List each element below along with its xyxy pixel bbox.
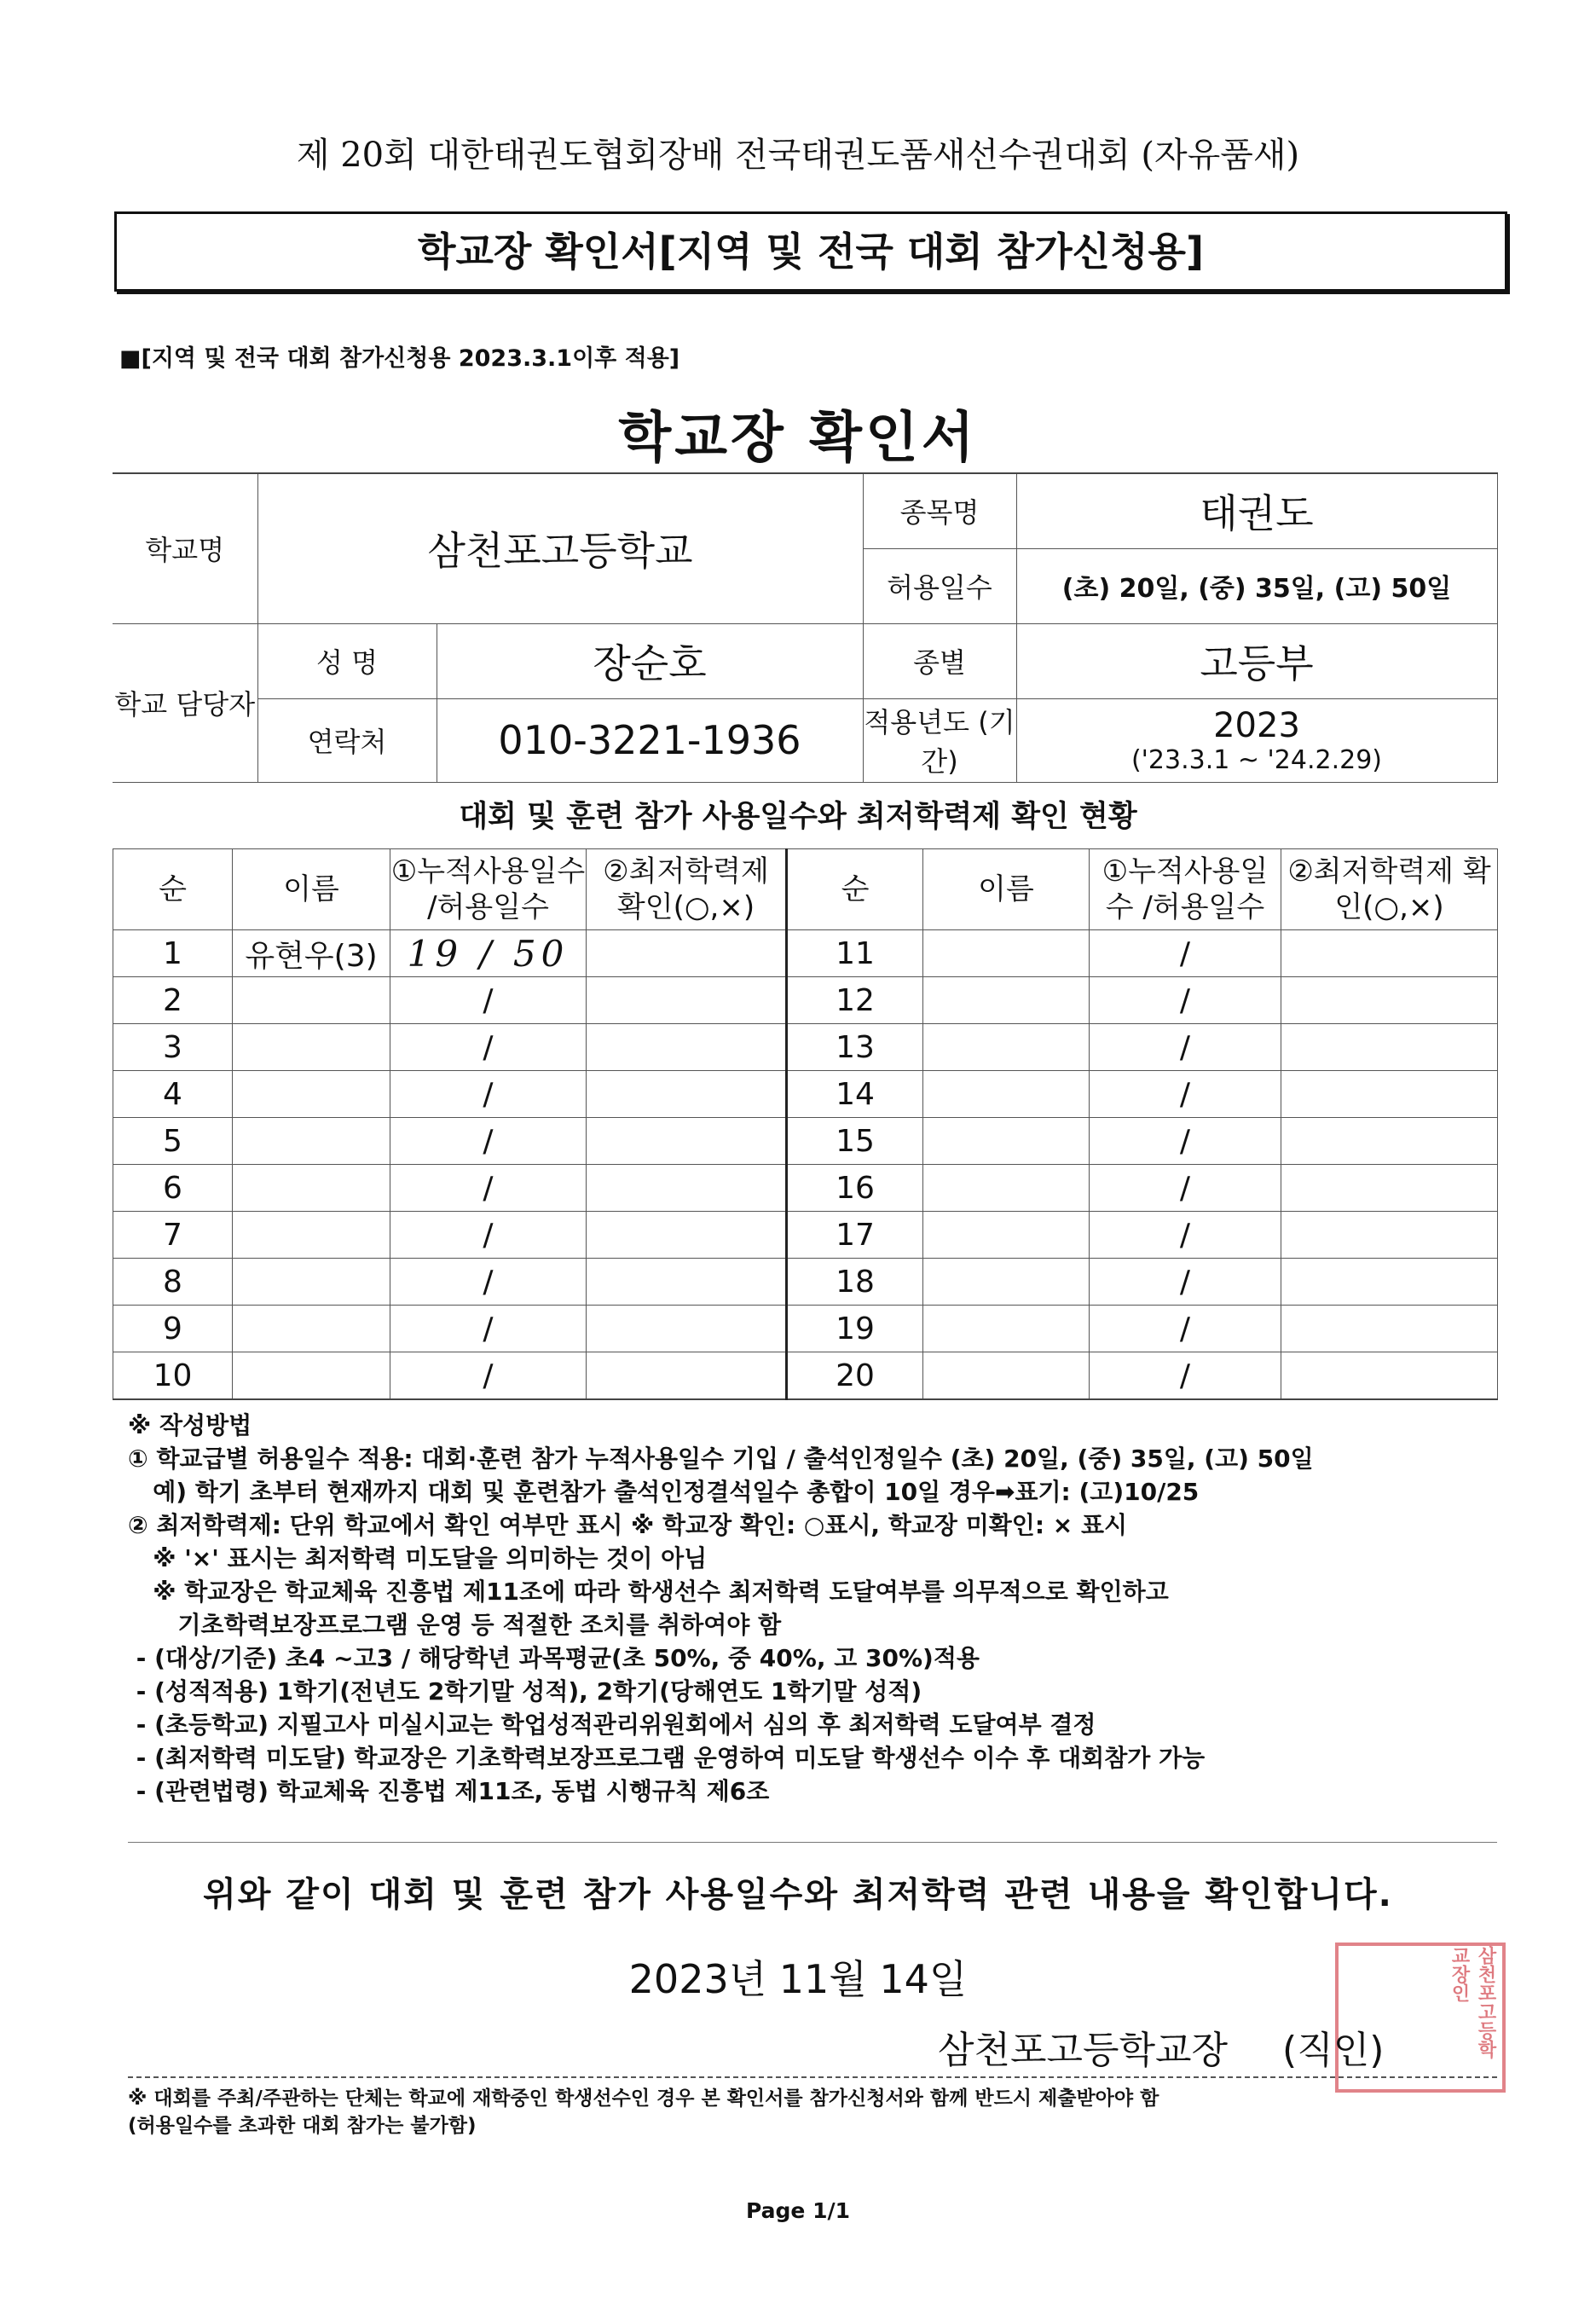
cell-name2 — [923, 1024, 1090, 1071]
method-line: - (대상/기준) 초4 ~고3 / 해당학년 과목평균(초 50%, 중 40%, 고 30%)적용 — [128, 1644, 980, 1672]
method-line: - (최저학력 미도달) 학교장은 기초학력보장프로그램 운영하여 미도달 학생선수 이수 후 대회참가 가능 — [128, 1744, 1206, 1772]
method-line: - (초등학교) 지필고사 미실시교는 학업성적관리위원회에서 심의 후 최저학력 도달여부 결정 — [128, 1711, 1096, 1739]
principal-name: 삼천포고등학교장 — [938, 2029, 1229, 2072]
cell-days: / — [390, 1024, 587, 1071]
table-row — [113, 1212, 1498, 1259]
cell-name — [233, 1071, 390, 1118]
cell-name — [233, 1024, 390, 1071]
cell-check2 — [1281, 1071, 1498, 1118]
name-label: 성 명 — [257, 623, 437, 698]
cell-name2 — [923, 1352, 1090, 1400]
page-number: Page 1/1 — [746, 2198, 850, 2223]
cell-no2: 16 — [787, 1165, 923, 1212]
cell-no2: 14 — [787, 1071, 923, 1118]
header-days-2: ①누적사용일수 /허용일수 — [1090, 849, 1281, 930]
event-value: 태권도 — [1016, 473, 1497, 548]
table-row — [113, 1024, 1498, 1071]
cell-no2: 13 — [787, 1024, 923, 1071]
table-row — [113, 1165, 1498, 1212]
header-days: ①누적사용일수 /허용일수 — [390, 849, 587, 930]
attendance-title: 대회 및 훈련 참가 사용일수와 최저학력제 확인 현황 — [459, 800, 1137, 834]
year-period: ('23.3.1 ~ '24.2.29) — [1130, 744, 1383, 775]
cell-name2 — [923, 977, 1090, 1024]
cell-name — [233, 977, 390, 1024]
cell-days2: / — [1090, 1212, 1281, 1259]
cell-name — [233, 1306, 390, 1352]
cell-no2: 11 — [787, 930, 923, 977]
cell-days2: / — [1090, 977, 1281, 1024]
cell-no: 5 — [113, 1118, 233, 1165]
cell-days: / — [390, 977, 587, 1024]
cell-check — [587, 1306, 787, 1352]
cell-days: / — [390, 1352, 587, 1400]
cell-name2 — [923, 1259, 1090, 1306]
cell-no2: 19 — [787, 1306, 923, 1352]
footnote-line-2: (허용일수를 초과한 대회 참가는 불가함) — [128, 2115, 477, 2137]
cell-name — [233, 1352, 390, 1400]
cell-days: / — [390, 1212, 587, 1259]
footnote — [128, 2085, 1159, 2139]
cell-check2 — [1281, 1212, 1498, 1259]
method-line: - (관련법령) 학교체육 진흥법 제11조, 동법 시행규칙 제6조 — [128, 1777, 770, 1805]
confirm-text: 위와 같이 대회 및 훈련 참가 사용일수와 최저학력 관련 내용을 확인합니다. — [203, 1875, 1393, 1914]
contest-title: 제 20회 대한태권도협회장배 전국태권도품새선수권대회 (자유품새) — [296, 136, 1300, 175]
info-table — [113, 472, 1498, 783]
form-note: ■[지역 및 전국 대회 참가신청용 2023.3.1이후 적용] — [119, 345, 680, 372]
cell-name — [233, 1212, 390, 1259]
cell-name2 — [923, 1071, 1090, 1118]
principal-signature — [938, 2019, 1384, 2074]
cell-check2 — [1281, 1306, 1498, 1352]
division-label: 종별 — [863, 623, 1016, 698]
cell-name — [233, 1259, 390, 1306]
form-title: 학교장 확인서[지역 및 전국 대회 참가신청용] — [114, 211, 1507, 292]
cell-check — [587, 1118, 787, 1165]
cell-no: 9 — [113, 1306, 233, 1352]
name-value: 장순호 — [437, 623, 863, 698]
cell-check — [587, 1165, 787, 1212]
method-line: ② 최저학력제: 단위 학교에서 확인 여부만 표시 ※ 학교장 확인: ○표시, 학교장 미확인: × 표시 — [128, 1511, 1128, 1539]
school-value: 삼천포고등학교 — [257, 473, 863, 623]
cell-check — [587, 1071, 787, 1118]
attendance-table — [113, 848, 1498, 1400]
cell-check2 — [1281, 977, 1498, 1024]
cell-no2: 18 — [787, 1259, 923, 1306]
method-line: ※ '×' 표시는 최저학력 미도달을 의미하는 것이 아님 — [128, 1544, 708, 1572]
cell-check2 — [1281, 1352, 1498, 1400]
phone-label: 연락처 — [257, 698, 437, 782]
contact-person-label: 학교 담당자 — [113, 623, 257, 782]
cell-check — [587, 1259, 787, 1306]
year-label: 적용년도 (기간) — [863, 698, 1016, 782]
cell-days2: / — [1090, 1259, 1281, 1306]
cell-days2: / — [1090, 1118, 1281, 1165]
cell-no: 4 — [113, 1071, 233, 1118]
cell-name — [233, 1118, 390, 1165]
division-value: 고등부 — [1016, 623, 1497, 698]
table-row — [113, 1071, 1498, 1118]
method-line: ① 학교급별 허용일수 적용: 대회·훈련 참가 누적사용일수 기입 / 출석인정일수 (초) 20일, (중) 35일, (고) 50일 — [128, 1445, 1314, 1473]
cell-check2 — [1281, 1165, 1498, 1212]
cell-days: / — [390, 1306, 587, 1352]
document-heading: 학교장 확인서 — [618, 407, 978, 470]
cell-days2: / — [1090, 1071, 1281, 1118]
dashed-divider — [128, 2076, 1497, 2078]
cell-no: 10 — [113, 1352, 233, 1400]
cell-days: / — [390, 1259, 587, 1306]
method-line: 예) 학기 초부터 현재까지 대회 및 훈련참가 출석인정결석일수 총합이 10일 경우➡표기: (고)10/25 — [128, 1478, 1200, 1506]
cell-days2: / — [1090, 1024, 1281, 1071]
cell-no2: 17 — [787, 1212, 923, 1259]
cell-check2 — [1281, 1024, 1498, 1071]
stamp-text: 삼천포고등학교장인 — [1449, 1946, 1496, 2058]
header-check-2: ②최저학력제 확인(○,×) — [1281, 849, 1498, 930]
cell-name2 — [923, 1118, 1090, 1165]
method-line: ※ 학교장은 학교체육 진흥법 제11조에 따라 학생선수 최저학력 도달여부를 의무적으로 확인하고 — [128, 1578, 1169, 1606]
cell-check2 — [1281, 930, 1498, 977]
header-name: 이름 — [233, 849, 390, 930]
header-name-2: 이름 — [923, 849, 1090, 930]
cell-days2: / — [1090, 1306, 1281, 1352]
table-row — [113, 1259, 1498, 1306]
cell-name2 — [923, 930, 1090, 977]
year-cell — [1016, 698, 1497, 782]
method-title: ※ 작성방법 — [128, 1411, 252, 1439]
divider — [128, 1842, 1497, 1843]
allowed-value: (초) 20일, (중) 35일, (고) 50일 — [1016, 548, 1497, 623]
cell-no: 1 — [113, 930, 233, 977]
cell-days2: / — [1090, 1352, 1281, 1400]
cell-check2 — [1281, 1259, 1498, 1306]
cell-no2: 12 — [787, 977, 923, 1024]
table-row — [113, 1306, 1498, 1352]
seal-label: (직인) — [1282, 2029, 1385, 2072]
cell-check2 — [1281, 1118, 1498, 1165]
header-no-2: 순 — [787, 849, 923, 930]
cell-no2: 20 — [787, 1352, 923, 1400]
school-label: 학교명 — [113, 473, 257, 623]
cell-no2: 15 — [787, 1118, 923, 1165]
cell-no: 8 — [113, 1259, 233, 1306]
cell-no: 7 — [113, 1212, 233, 1259]
cell-days2: / — [1090, 930, 1281, 977]
footnote-line-1: ※ 대회를 주최/주관하는 단체는 학교에 재학중인 학생선수인 경우 본 확인서를 참가신청서와 함께 반드시 제출받아야 함 — [128, 2087, 1159, 2110]
event-label: 종목명 — [863, 473, 1016, 548]
cell-days: 19 / 50 — [390, 930, 587, 977]
table-row — [113, 977, 1498, 1024]
cell-name — [233, 1165, 390, 1212]
cell-check — [587, 930, 787, 977]
cell-check — [587, 1212, 787, 1259]
cell-no: 2 — [113, 977, 233, 1024]
method-section — [128, 1409, 1509, 1808]
phone-value: 010-3221-1936 — [437, 698, 863, 782]
year-value: 2023 — [1213, 705, 1300, 745]
cell-no: 3 — [113, 1024, 233, 1071]
header-no: 순 — [113, 849, 233, 930]
cell-check — [587, 1352, 787, 1400]
cell-no: 6 — [113, 1165, 233, 1212]
cell-days: / — [390, 1118, 587, 1165]
method-line: - (성적적용) 1학기(전년도 2학기말 성적), 2학기(당해연도 1학기말 성적) — [128, 1677, 922, 1705]
date: 2023년 11월 14일 — [628, 1956, 968, 2002]
cell-days2: / — [1090, 1165, 1281, 1212]
cell-name: 유현우(3) — [233, 930, 390, 977]
table-row — [113, 930, 1498, 977]
table-row — [113, 1352, 1498, 1400]
table-row — [113, 1118, 1498, 1165]
allowed-label: 허용일수 — [863, 548, 1016, 623]
cell-check — [587, 977, 787, 1024]
method-line: 기초학력보장프로그램 운영 등 적절한 조치를 취하여야 함 — [128, 1611, 782, 1639]
cell-name2 — [923, 1165, 1090, 1212]
cell-name2 — [923, 1306, 1090, 1352]
method-lines — [128, 1442, 1509, 1808]
cell-days: / — [390, 1165, 587, 1212]
header-check: ②최저학력제 확인(○,×) — [587, 849, 787, 930]
cell-check — [587, 1024, 787, 1071]
cell-days: / — [390, 1071, 587, 1118]
cell-name2 — [923, 1212, 1090, 1259]
